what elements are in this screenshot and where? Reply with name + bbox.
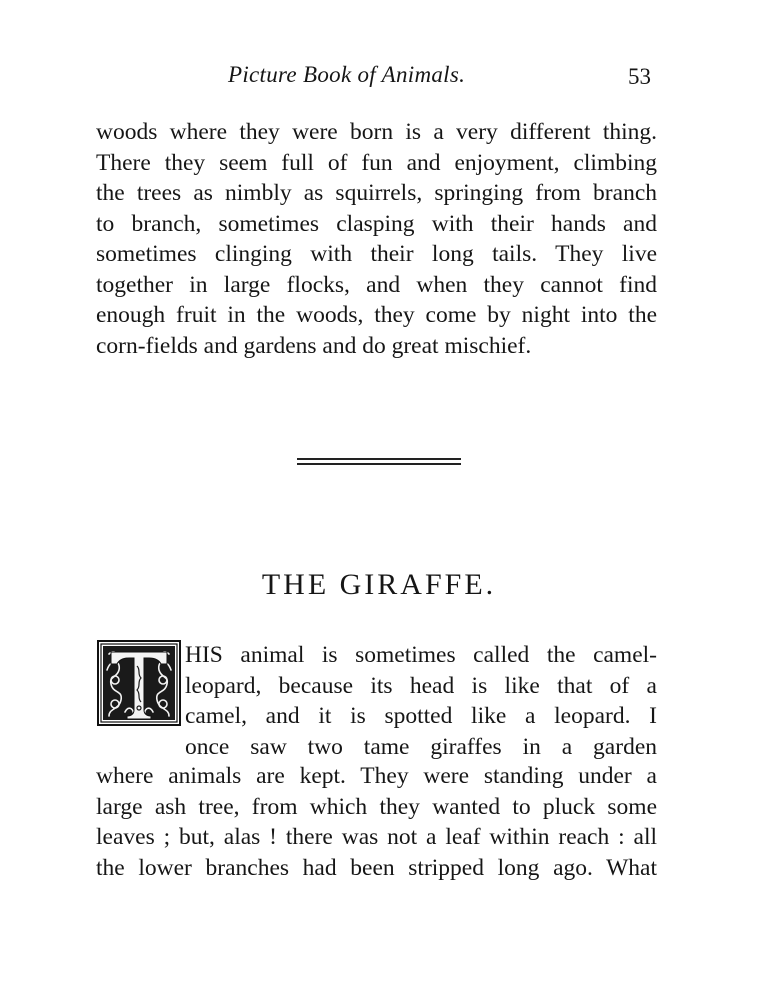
text-line: leopard, because its head is like that of a [185, 672, 657, 699]
text-line: the trees as nimbly as squirrels, springing from branch [96, 180, 657, 206]
text-line: camel, and it is spotted like a leopard. I [185, 703, 657, 729]
paragraph-giraffe-continued [96, 761, 657, 883]
running-title: Picture Book of Animals. [228, 62, 466, 87]
text-line: woods where they were born is a very different thing. [96, 119, 657, 145]
ornamental-dropcap-t-icon [97, 640, 181, 726]
text-line: large ash tree, from which they wanted to pluck some [96, 793, 657, 820]
divider-rule-bottom [297, 463, 461, 465]
text-line: where animals are kept. They were standing under a [96, 763, 657, 789]
divider-rule-top [297, 458, 461, 460]
text-line: enough fruit in the woods, they come by night into the [96, 302, 657, 328]
paragraph-monkeys-continued [96, 117, 657, 361]
text-line: leaves ; but, alas ! there was not a leaf within reach : all [96, 824, 657, 850]
text-line: HIS animal is sometimes called the camel- [185, 642, 657, 668]
running-head [0, 62, 783, 102]
text-line: once saw two tame giraffes in a garden [185, 733, 657, 760]
text-line: together in large flocks, and when they cannot find [96, 271, 657, 298]
section-title: THE GIRAFFE. [261, 568, 497, 601]
text-line: sometimes clinging with their long tails. They live [96, 241, 657, 267]
page-number: 53 [628, 64, 651, 89]
text-line: There they seem full of fun and enjoyment, climbing [96, 149, 657, 176]
text-line: corn-fields and gardens and do great mischief. [96, 332, 532, 359]
text-line: the lower branches had been stripped long ago. What [96, 854, 657, 881]
paragraph-giraffe-opening [185, 640, 657, 762]
section-divider [297, 458, 461, 466]
text-line: to branch, sometimes clasping with their hands and [96, 210, 657, 237]
